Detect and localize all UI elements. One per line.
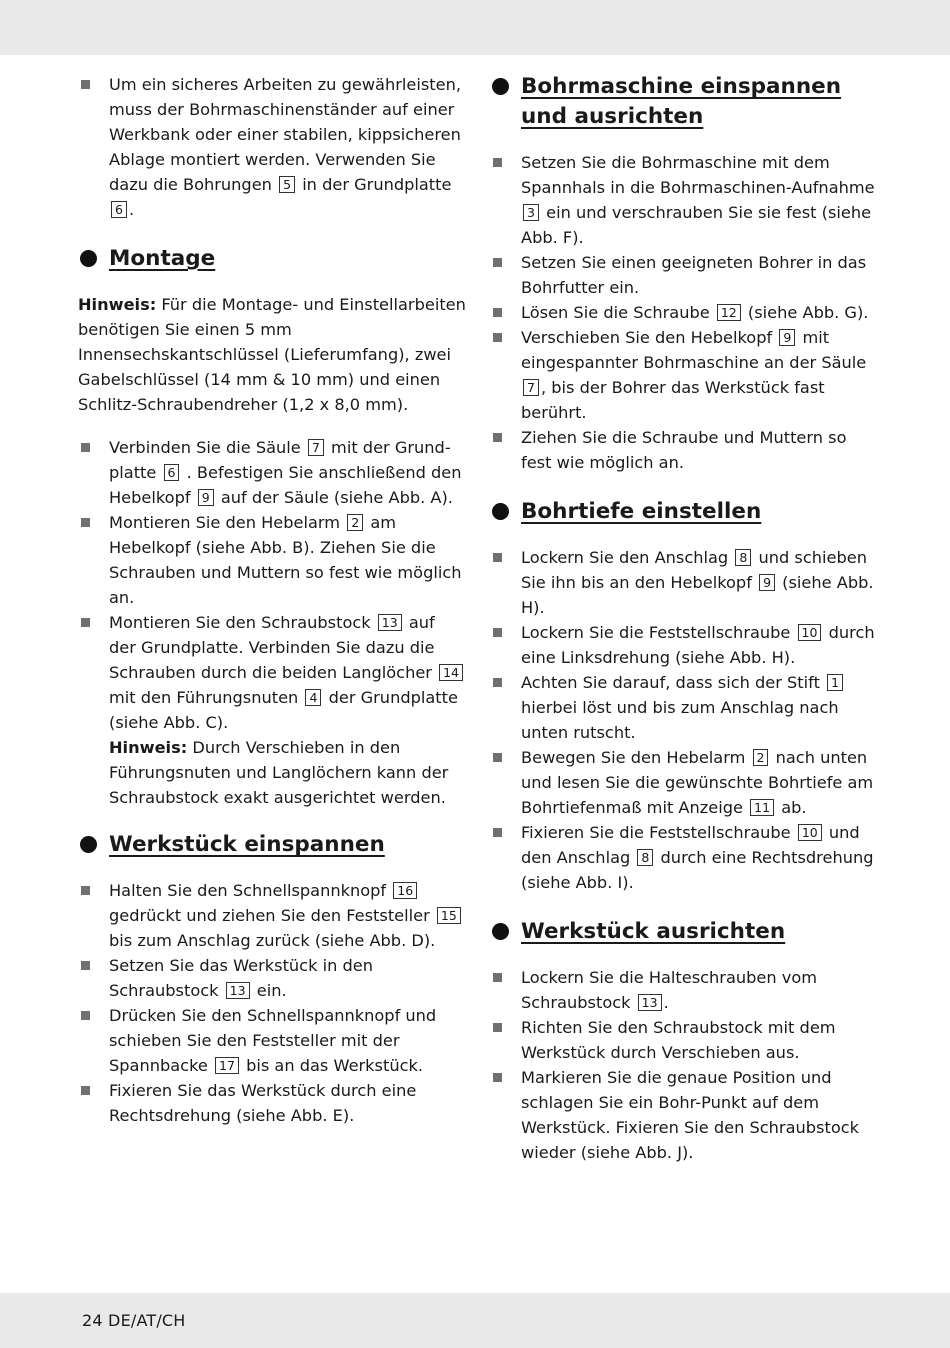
part-number: 7 xyxy=(308,439,324,456)
list-item: Bewegen Sie den Hebelarm 2 nach unten und lesen Sie die gewünschte Bohrtiefe am Bohrtiefenmaß mit Anzeige 11 ab. xyxy=(490,745,882,820)
part-number: 9 xyxy=(198,489,214,506)
montage-list xyxy=(78,435,466,810)
bohrtiefe-list xyxy=(490,545,882,895)
list-item: Verbinden Sie die Säule 7 mit der Grund-platte 6 . Befestigen Sie anschließend den Hebelkopf 9 auf der Säule (siehe Abb. A). xyxy=(78,435,466,510)
page-footer: 24 DE/AT/CH xyxy=(82,1311,186,1330)
part-number: 8 xyxy=(637,849,653,866)
part-number: 3 xyxy=(523,204,539,221)
square-bullet-icon xyxy=(493,1073,502,1082)
square-bullet-icon xyxy=(493,973,502,982)
part-number: 11 xyxy=(750,799,774,816)
list-item: Setzen Sie das Werkstück in den Schraubstock 13 ein. xyxy=(78,953,466,1003)
square-bullet-icon xyxy=(493,828,502,837)
part-number: 5 xyxy=(279,176,295,193)
square-bullet-icon xyxy=(493,308,502,317)
square-bullet-icon xyxy=(493,433,502,442)
part-number: 9 xyxy=(779,329,795,346)
section-heading-werkstueck-ausrichten: Werkstück ausrichten xyxy=(490,917,882,947)
square-bullet-icon xyxy=(81,886,90,895)
part-number: 13 xyxy=(226,982,250,999)
square-bullet-icon xyxy=(493,1023,502,1032)
part-number: 13 xyxy=(378,614,402,631)
circle-bullet-icon xyxy=(80,250,97,267)
section-heading-bohrmaschine: Bohrmaschine einspannen und ausrichten xyxy=(490,72,882,132)
part-number: 15 xyxy=(437,907,461,924)
part-number: 6 xyxy=(164,464,180,481)
section-heading-werkstueck-einspannen: Werkstück einspannen xyxy=(78,830,466,860)
list-item: Fixieren Sie das Werkstück durch eine Rechtsdrehung (siehe Abb. E). xyxy=(78,1078,466,1128)
part-number: 14 xyxy=(439,664,463,681)
list-item: Richten Sie den Schraubstock mit dem Werkstück durch Verschieben aus. xyxy=(490,1015,882,1065)
list-item: Um ein sicheres Arbeiten zu gewährleisten, muss der Bohrmaschinenständer auf einer Werkbank oder einer stabilen, kippsicheren Ablage montiert werden. Verwenden Sie dazu die Bohrungen 5 in der Grundplatte 6 . xyxy=(78,72,466,222)
square-bullet-icon xyxy=(493,258,502,267)
list-item: Lösen Sie die Schraube 12 (siehe Abb. G). xyxy=(490,300,882,325)
square-bullet-icon xyxy=(493,753,502,762)
part-number: 17 xyxy=(215,1057,239,1074)
list-item: Verschieben Sie den Hebelkopf 9 mit eingespannter Bohrmaschine an der Säule 7 , bis der Bohrer das Werkstück fast berührt. xyxy=(490,325,882,425)
square-bullet-icon xyxy=(81,961,90,970)
part-number: 16 xyxy=(393,882,417,899)
part-number: 13 xyxy=(638,994,662,1011)
part-number: 10 xyxy=(798,824,822,841)
list-item: Lockern Sie die Halteschrauben vom Schraubstock 13 . xyxy=(490,965,882,1015)
list-item: Montieren Sie den Hebelarm 2 am Hebelkopf (siehe Abb. B). Ziehen Sie die Schrauben und Muttern so fest wie möglich an. xyxy=(78,510,466,610)
part-number: 4 xyxy=(305,689,321,706)
list-item: Lockern Sie den Anschlag 8 und schieben Sie ihn bis an den Hebelkopf 9 (siehe Abb. H). xyxy=(490,545,882,620)
part-number: 1 xyxy=(827,674,843,691)
square-bullet-icon xyxy=(81,1011,90,1020)
list-item: Lockern Sie die Feststellschraube 10 durch eine Linksdrehung (siehe Abb. H). xyxy=(490,620,882,670)
list-item: Montieren Sie den Schraubstock 13 auf der Grundplatte. Verbinden Sie dazu die Schrauben durch die beiden Langlöcher 14 mit den Führungsnuten 4 der Grundplatte (siehe Abb. C). Hinweis: Durch Verschieben in den Führungsnuten und Langlöchern kann der Schraubstock exakt ausgerichtet werden. xyxy=(78,610,466,810)
note-paragraph: Hinweis: Für die Montage- und Einstellarbeiten benötigen Sie einen 5 mm Innensechskantschlüssel (Lieferumfang), zwei Gabelschlüssel (14 mm & 10 mm) und einen Schlitz-Schraubendreher (1,2 x 8,0 mm). xyxy=(78,295,466,414)
circle-bullet-icon xyxy=(492,503,509,520)
square-bullet-icon xyxy=(493,158,502,167)
square-bullet-icon xyxy=(81,518,90,527)
list-item: Achten Sie darauf, dass sich der Stift 1 hierbei löst und bis zum Anschlag nach unten rutscht. xyxy=(490,670,882,745)
part-number: 8 xyxy=(735,549,751,566)
part-number: 12 xyxy=(717,304,741,321)
list-item: Setzen Sie die Bohrmaschine mit dem Spannhals in die Bohrmaschinen-Aufnahme 3 ein und verschrauben Sie sie fest (siehe Abb. F). xyxy=(490,150,882,250)
list-item: Ziehen Sie die Schraube und Muttern so fest wie möglich an. xyxy=(490,425,882,475)
section-heading-bohrtiefe: Bohrtiefe einstellen xyxy=(490,497,882,527)
square-bullet-icon xyxy=(493,628,502,637)
part-number: 6 xyxy=(111,201,127,218)
circle-bullet-icon xyxy=(492,923,509,940)
right-column xyxy=(490,72,882,1165)
bohrmaschine-list xyxy=(490,150,882,475)
square-bullet-icon xyxy=(81,443,90,452)
list-item: Fixieren Sie die Feststellschraube 10 und den Anschlag 8 durch eine Rechtsdrehung (siehe Abb. I). xyxy=(490,820,882,895)
list-item: Halten Sie den Schnellspannknopf 16 gedrückt und ziehen Sie den Feststeller 15 bis zum Anschlag zurück (siehe Abb. D). xyxy=(78,878,466,953)
header-band xyxy=(0,0,950,55)
circle-bullet-icon xyxy=(80,836,97,853)
einspannen-list xyxy=(78,878,466,1128)
ausrichten-list xyxy=(490,965,882,1165)
square-bullet-icon xyxy=(81,1086,90,1095)
square-bullet-icon xyxy=(493,553,502,562)
list-item: Markieren Sie die genaue Position und schlagen Sie ein Bohr-Punkt auf dem Werkstück. Fixieren Sie den Schraubstock wieder (siehe Abb. J). xyxy=(490,1065,882,1165)
list-item: Setzen Sie einen geeigneten Bohrer in das Bohrfutter ein. xyxy=(490,250,882,300)
square-bullet-icon xyxy=(493,678,502,687)
left-column xyxy=(78,72,466,1128)
part-number: 9 xyxy=(759,574,775,591)
square-bullet-icon xyxy=(81,618,90,627)
circle-bullet-icon xyxy=(492,78,509,95)
part-number: 10 xyxy=(798,624,822,641)
part-number: 2 xyxy=(347,514,363,531)
section-heading-montage: Montage xyxy=(78,244,466,274)
part-number: 7 xyxy=(523,379,539,396)
square-bullet-icon xyxy=(81,80,90,89)
part-number: 2 xyxy=(753,749,769,766)
square-bullet-icon xyxy=(493,333,502,342)
list-item: Drücken Sie den Schnellspannknopf und schieben Sie den Feststeller mit der Spannbacke 17 bis an das Werkstück. xyxy=(78,1003,466,1078)
intro-list xyxy=(78,72,466,222)
